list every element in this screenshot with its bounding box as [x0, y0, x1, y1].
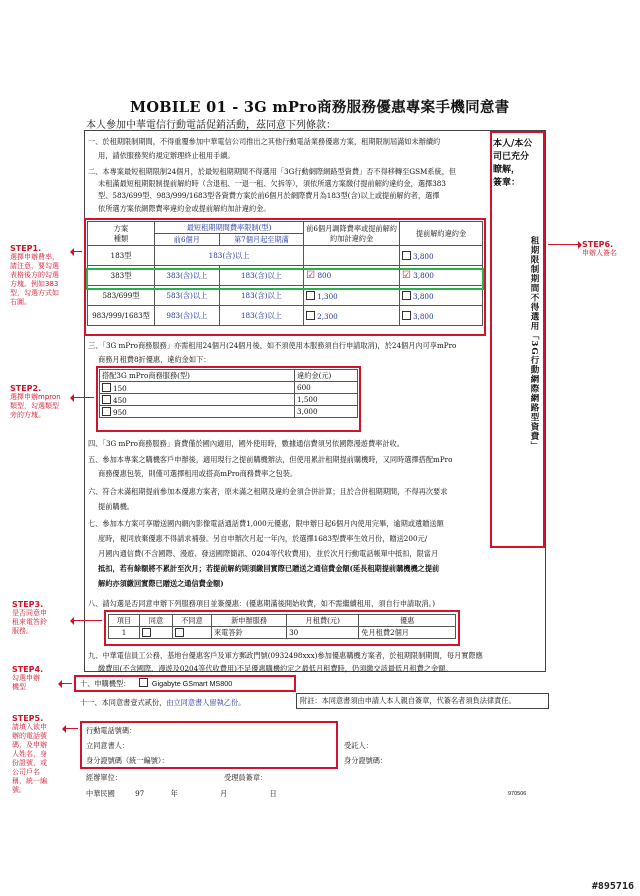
checkbox-icon[interactable]	[306, 311, 315, 320]
row-183-plan: 183型	[88, 246, 155, 266]
th-first6: 前6個月	[155, 234, 220, 246]
th-7to-end: 第7個月起至期滿	[219, 234, 303, 246]
clause-11-note: 附註：本同意書須由申請人本人親自簽章，代簽名者須負法律責任。	[296, 693, 549, 709]
mpro-row-450[interactable]: 450	[100, 394, 295, 406]
disagree-cell[interactable]	[173, 627, 212, 639]
row-183-merged: 183(含)以上	[155, 246, 304, 266]
clause-2c: 型、583/699型、983/999/1683型各資費方案於前6個月於網際費月為183型(含)以上或提前解約者，選擇	[98, 191, 440, 200]
clause-11	[80, 697, 245, 708]
clause-1b: 用，請依服務契約規定辦理終止租用手續。	[98, 151, 235, 160]
th-plan: 方案 種類	[88, 222, 155, 246]
clause-5a: 五、參加本專案之購機客戶申辦後，適用現行之提前購機辦法，但使用累計租期提前購機時，又同時選擇搭配mPro	[88, 455, 453, 464]
phone-model-row	[80, 678, 232, 689]
th-agree: 同意	[140, 615, 173, 627]
row-183-drop	[304, 246, 400, 266]
row-583-plan: 583/699型	[88, 286, 155, 306]
th-monthly: 月租費(元)	[287, 615, 359, 627]
step3-title: STEP3.	[12, 600, 44, 609]
sign-line-2: 司已充分	[493, 152, 530, 162]
checkbox-icon[interactable]	[402, 291, 411, 300]
row-583-7to: 183(含)以上	[219, 286, 303, 306]
checkbox-icon[interactable]	[102, 407, 111, 416]
th-mpro-penalty: 違約金(元)	[295, 370, 358, 382]
th-service: 新申辦服務	[212, 615, 287, 627]
side-vertical-note: 租期限制期間不得選用「3G行動網際網路型資費」	[529, 236, 539, 451]
sign-statement	[493, 138, 532, 190]
step6-title: STEP6.	[582, 240, 614, 249]
checkbox-icon[interactable]	[402, 311, 411, 320]
step4-arrow-icon	[62, 683, 72, 684]
clause-7b: 度時，視同放棄優惠不得請求補發。另自申辦次月起一年內，於選擇1683型費率生效月份，贈送200元/	[98, 534, 428, 543]
agreer-field[interactable]: 立同意書人：	[86, 741, 130, 750]
row-583-penalty[interactable]: 3,800	[400, 286, 483, 306]
th-min-fee: 最短租期期間費率限制(型)	[155, 222, 304, 234]
th-benefit: 優惠	[359, 615, 456, 627]
phone-model-name: Gigabyte GSmart MS800	[151, 679, 233, 688]
row-583-first6: 583(含)以上	[155, 286, 220, 306]
service-name: 來電答鈴	[212, 627, 287, 639]
row-583-drop[interactable]: 1,300	[304, 286, 400, 306]
step2-title: STEP2.	[10, 384, 42, 393]
phone-number-field[interactable]: 行動電話號碼：	[86, 726, 137, 735]
step5-arrow-icon	[66, 728, 78, 729]
step6-annotation: STEP6. 申辦人簽名	[582, 240, 636, 258]
clause-5b: 商務優惠包裝，則僅可選擇租用或搭高mPro商務費率之包裝。	[98, 469, 298, 478]
agent-field[interactable]: 受託人：	[344, 741, 373, 750]
step4-annotation: STEP4. 勾選申辦 機型	[12, 665, 64, 692]
sign-line-4: 簽章：	[493, 178, 521, 188]
clause-11-b: 由立同意書人留執乙份	[166, 698, 239, 707]
document-title: MOBILE 01 - 3G mPro商務服務優惠專案手機同意書	[130, 99, 510, 116]
service-fee: 30	[287, 627, 359, 639]
th-penalty: 提前解約違約金	[400, 222, 483, 246]
clause-7a: 七、參加本方案可享贈送國內網內影像電話通話費1,000元優惠，限申辦日起6個月內使用完畢，逾期或遺贈送額	[88, 519, 444, 528]
clause-4: 四、「3G mPro商務服務」資費僅於國內適用，國外使用時，數據通信費須另依國際漫遊費率計收。	[88, 439, 404, 448]
step5-annotation: STEP5. 請填入欲申 辦的電話號 碼，及申辦 人姓名，身 份證號，或 公司戶名 稱，統一編 號。	[12, 714, 66, 795]
step6-arrow-icon	[548, 244, 578, 245]
row-383-plan: 383型	[88, 266, 155, 286]
checkbox-icon[interactable]	[306, 291, 315, 300]
row-183-penalty[interactable]: 3,800	[400, 246, 483, 266]
service-row-no: 1	[109, 627, 140, 639]
step1-arrow-icon	[74, 251, 82, 252]
example-highlight-383	[86, 268, 484, 290]
date-year[interactable]: 97	[135, 789, 145, 798]
th-drop: 前6個月調降費率或提前解約 約加計違約金	[304, 222, 400, 246]
clause-7c: 月國內通信費(不含國際、漫遊、發送國際簡訊、0204等代收費用)，並於次月行動電話帳單中抵扣，限當月	[98, 549, 439, 558]
step2-arrow-icon	[74, 397, 94, 398]
row-983-plan: 983/999/1683型	[88, 306, 155, 326]
row-983-penalty[interactable]: 3,800	[400, 306, 483, 326]
row-383-drop[interactable]: ☑ 800	[304, 266, 400, 286]
form-code: 970506	[508, 791, 527, 797]
agree-cell[interactable]	[140, 627, 173, 639]
row-383-penalty[interactable]: ☑ 3,800	[400, 266, 483, 286]
clause-6a: 六、符合未滿租期提前參加本優惠方案者，原未滿之租期及違約金須合併計算；且於合併租期期間，不得再次要求	[88, 487, 448, 496]
sign-line-1: 本人/本公	[493, 139, 533, 149]
service-table	[108, 614, 456, 639]
date-day-label: 日	[269, 789, 277, 798]
agent-id-field[interactable]: 身分證號碼：	[344, 756, 388, 765]
row-983-first6: 983(含)以上	[155, 306, 220, 326]
mpro-fee-950: 3,000	[295, 406, 358, 418]
clause-3a: 三、「3G mPro商務服務」亦需租用24個月(24個月後，如不須使用本服務須自行申請取消)，於24個月內可享mPro	[88, 341, 457, 350]
th-mpro-type: 搭配3G mPro商務服務(型)	[100, 370, 295, 382]
clause-3b: 商務月租費8折優惠，違約金如下：	[98, 355, 211, 364]
date-year-label: 年	[170, 789, 178, 798]
receiver-field[interactable]: 受理員簽章：	[224, 773, 268, 782]
clause-1a: 一、於租期限制期間，不得重覆參加中華電信公司推出之其他行動電話業務優惠方案，租期限制屆滿如未辦續約	[88, 137, 441, 146]
clause-9b: 繳費用(不含國際、漫遊及0204等代收費用)不足優惠購機約定之最低月租費時，仍須繳交該最低月租費之金額。	[98, 664, 453, 673]
checkbox-icon[interactable]	[142, 628, 151, 637]
step1-title: STEP1.	[10, 244, 42, 253]
th-item: 項目	[109, 615, 140, 627]
check-mark-icon[interactable]: ☑	[402, 270, 411, 281]
row-983-drop[interactable]: 2,300	[304, 306, 400, 326]
clause-6b: 提前購機。	[98, 502, 134, 511]
check-mark-icon[interactable]: ☑	[306, 270, 316, 281]
service-benefit: 免月租費2個月	[359, 627, 456, 639]
watermark: #895716	[591, 881, 634, 892]
date-month-label: 月	[220, 789, 228, 798]
id-number-field[interactable]: 身分證號碼（統一編號）：	[86, 756, 169, 765]
checkbox-icon[interactable]	[402, 251, 411, 260]
intro-text: 本人參加中華電信行動電話促銷活動，茲同意下列條款：	[86, 120, 336, 131]
date-prefix: 中華民國	[86, 789, 115, 798]
clause-2a: 二、本專案最短租期限制24個月，於最短租期期間不得選用「3G行動網際網路型資費」否不得移轉至GSM系統，但	[88, 167, 457, 176]
step3-arrow-icon	[74, 620, 102, 621]
row-383-first6: 383(含)以上	[155, 266, 220, 286]
th-disagree: 不同意	[173, 615, 212, 627]
handling-unit-field[interactable]: 經辦單位：	[86, 773, 122, 782]
step2-annotation: STEP2. 選擇申辦mpron 類型，勾選類型 旁的方塊。	[10, 384, 74, 420]
phone-model-checkbox-icon[interactable]	[139, 678, 148, 687]
mpro-row-950[interactable]: 950	[100, 406, 295, 418]
clause-11-c: 。	[238, 698, 246, 707]
checkbox-icon[interactable]	[102, 395, 111, 404]
clause-7e: 解約亦須繳回實際已贈送之通信費金額)	[98, 579, 224, 588]
phone-model-label: 十、申購機型：	[80, 679, 131, 688]
mpro-table	[99, 369, 358, 418]
clause-2d: 依所選方案依網際費率違約金或提前解約加計違約金。	[98, 204, 271, 213]
mpro-row-150[interactable]: 150	[100, 382, 295, 394]
date-row	[86, 788, 336, 799]
step5-title: STEP5.	[12, 714, 44, 723]
sign-line-3: 瞭解，	[493, 165, 521, 175]
clause-11-a: 十一、本同意書壹式貳份，	[80, 698, 167, 707]
clause-7d: 抵扣，若有餘額將不累計至次月；若提前解約則須繳回實際已贈送之通信費金額(延長租期提前購機機之提前	[98, 564, 440, 573]
step3-annotation: STEP3. 是否同意申 租來電答鈴 服務。	[12, 600, 72, 636]
clause-2b: 未租滿最短租期限制提前解約時（含退租、一退一租、欠拆等），須依所選方案繳付提前解約違約金，選擇383	[98, 179, 446, 188]
clause-9a: 九、中華電信員工公務、基地台優惠客戶及軍方郵政門號(0932498xxx)參加優惠購機方案者，於租期限制期間，每月實際應	[88, 651, 483, 660]
checkbox-icon[interactable]	[102, 383, 111, 392]
row-383-7to: 183(含)以上	[219, 266, 303, 286]
step1-annotation: STEP1. 選擇申辦費率， 請注意，要勾選 表格後方的勾選 方塊。例如383 型，勾選方式如 右圖。	[10, 244, 74, 307]
checkbox-icon[interactable]	[175, 628, 184, 637]
clause-8: 八、請勾選是否同意申辦下列服務項目並簽優惠：(優惠期滿後開始收費，如不需繼續租用，須自行申請取消。)	[88, 599, 436, 608]
row-983-7to: 183(含)以上	[219, 306, 303, 326]
step4-title: STEP4.	[12, 665, 44, 674]
mpro-fee-150: 600	[295, 382, 358, 394]
mpro-fee-450: 1,500	[295, 394, 358, 406]
